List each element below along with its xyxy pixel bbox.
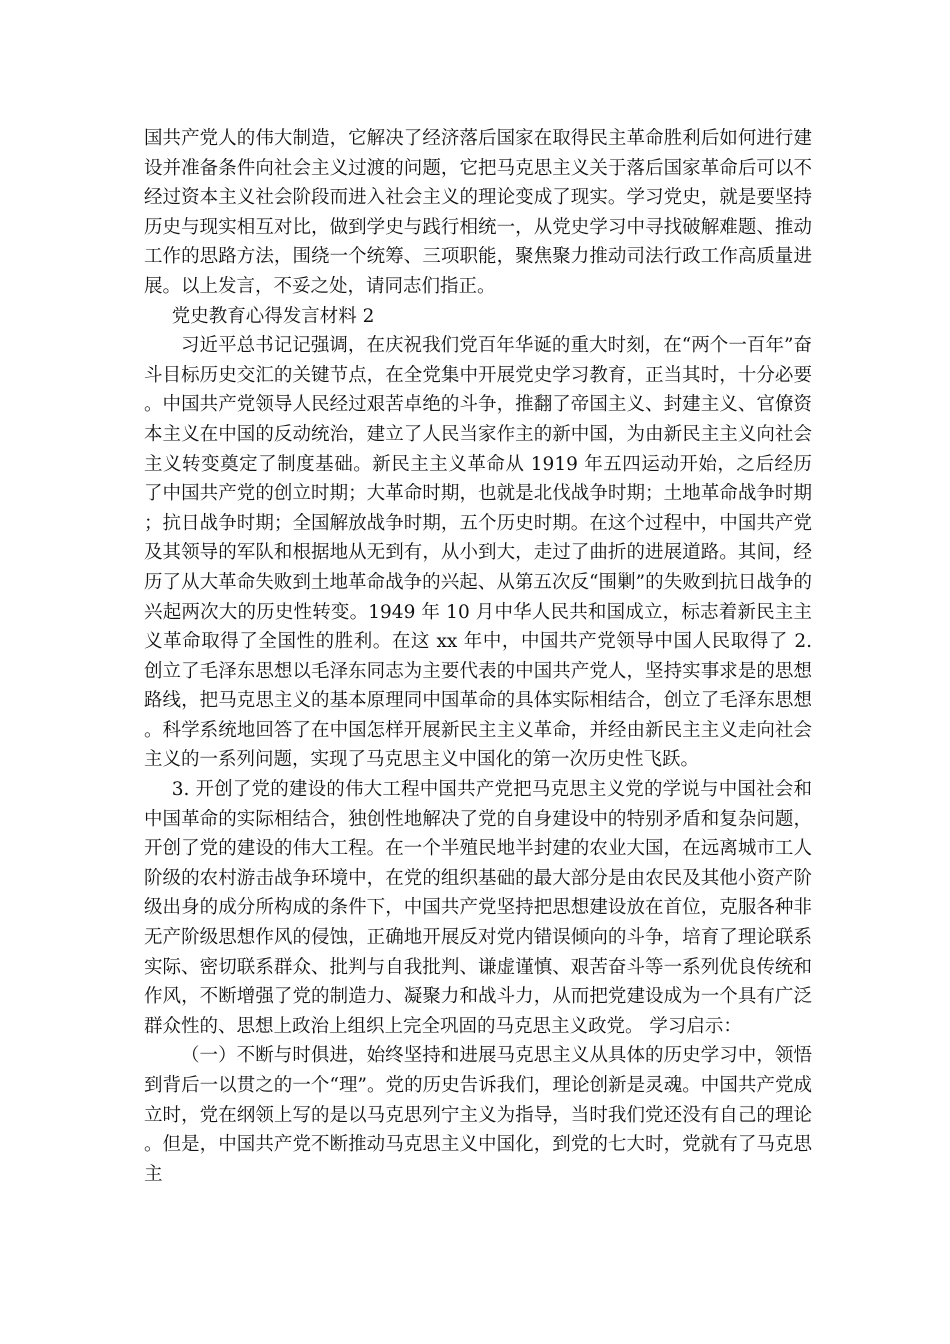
paragraph-continuation: 国共产党人的伟大制造，它解决了经济落后国家在取得民主革命胜利后如何进行建设并准备条件向社会主义过渡的问题，它把马克思主义关于落后国家革命后可以不经过资本主义社会阶段而进入社会主义的理论变成了现实。学习党史，就是要坚持历史与现实相互对比，做到学史与践行相统一，从党史学习中寻找破解难题、推动工作的思路方法，围绕一个统筹、三项职能，聚焦聚力推动司法行政工作高质量进展。以上发言，不妥之处，请同志们指正。 bbox=[144, 128, 812, 297]
paragraph-history-overview: 习近平总书记记强调，在庆祝我们党百年华诞的重大时刻，在“两个一百年”奋斗目标历史交汇的关键节点，在全党集中开展党史学习教育，正当其时，十分必要。中国共产党领导人民经过艰苦卓绝的斗争，推翻了帝国主义、封建主义、官僚资本主义在中国的反动统治，建立了人民当家作主的新中国，为由新民主主义向社会主义转变奠定了制度基础。新民主主义革命从 1919 年五四运动开始，之后经历了中国共产党的创立时期；大革命时期，也就是北伐战争时期；土地革命战争时期；抗日战争时期；全国解放战争时期，五个历史时期。在这个过程中，中国共产党及其领导的军队和根据地从无到有，从小到大，走过了曲折的进展道路。其间，经历了从大革命失败到土地革命战争的兴起、从第五次反“围剿”的失败到抗日战争的兴起两次大的历史性转变。1949 年 10 月中华人民共和国成立，标志着新民主主义革命取得了全国性的胜利。在这 xx 年中，中国共产党领导中国人民取得了 2. 创立了毛泽东思想以毛泽东同志为主要代表的中国共产党人，坚持实事求是的思想路线，把马克思主义的基本原理同中国革命的具体实际相结合，创立了毛泽东思想。科学系统地回答了在中国怎样开展新民主主义革命，并经由新民主主义走向社会主义的一系列问题，实现了马克思主义中国化的第一次历史性飞跃。 bbox=[144, 335, 812, 771]
section-heading: 党史教育心得发言材料 2 bbox=[171, 305, 375, 327]
document-page bbox=[144, 124, 812, 1189]
paragraph-learning-insight: （一）不断与时俱进，始终坚持和进展马克思主义从具体的历史学习中，领悟到背后一以贯之的一个“理”。党的历史告诉我们，理论创新是灵魂。中国共产党成立时，党在纲领上写的是以马克思列宁主义为指导，当时我们党还没有自己的理论。但是，中国共产党不断推动马克思主义中国化，到党的七大时，党就有了马克思主 bbox=[144, 1045, 812, 1185]
paragraph-party-building: 3. 开创了党的建设的伟大工程中国共产党把马克思主义党的学说与中国社会和中国革命的实际相结合，独创性地解决了党的自身建设中的特别矛盾和复杂问题，开创了党的建设的伟大工程。在一个半殖民地半封建的农业大国，在远离城市工人阶级的农村游击战争环境中，在党的组织基础的最大部分是由农民及其他小资产阶级出身的成分所构成的条件下，中国共产党坚持把思想建设放在首位，克服各种非无产阶级思想作风的侵蚀，正确地开展反对党内错误倾向的斗争，培育了理论联系实际、密切联系群众、批判与自我批判、谦虚谨慎、艰苦奋斗等一系列优良传统和作风，不断增强了党的制造力、凝聚力和战斗力，从而把党建设成为一个具有广泛群众性的、思想上政治上组织上完全巩固的马克思主义政党。 学习启示： bbox=[144, 779, 812, 1037]
